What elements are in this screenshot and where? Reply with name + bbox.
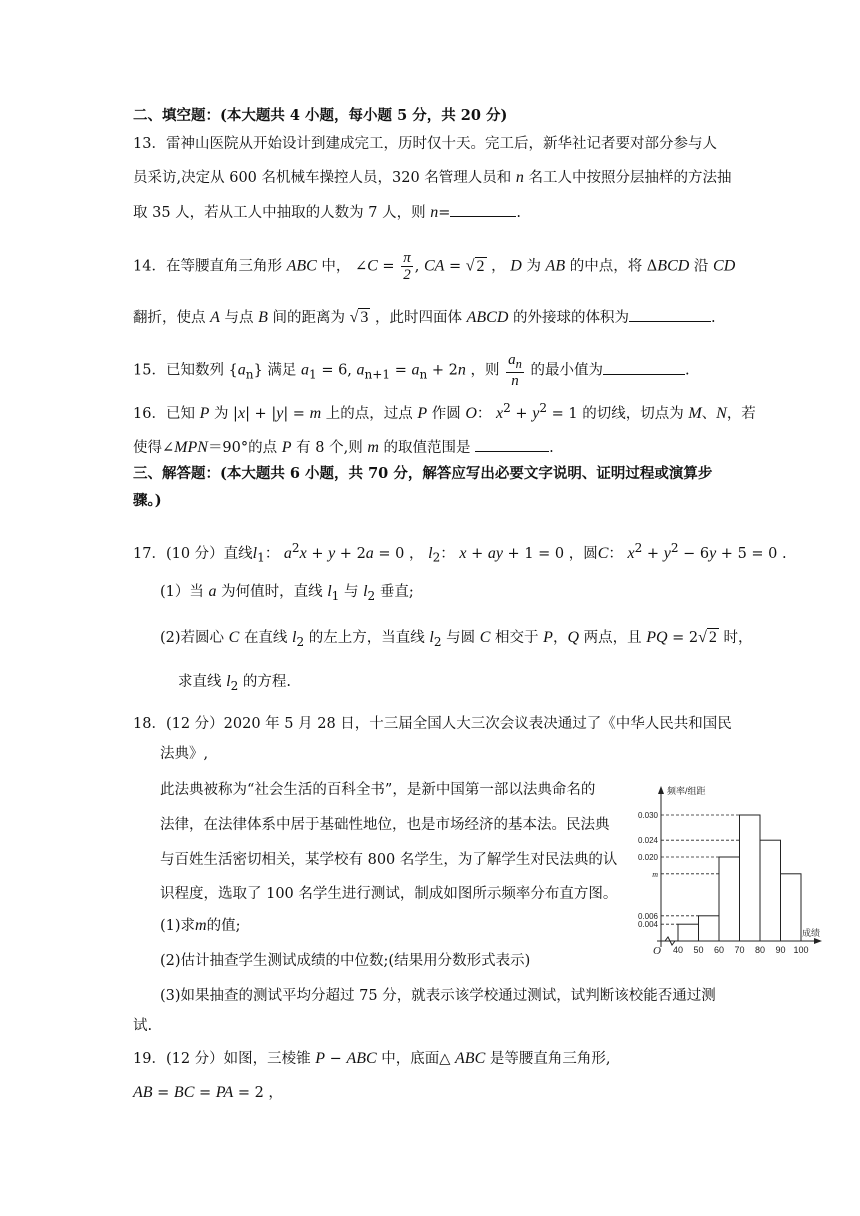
x-tick-label: 80: [754, 945, 766, 955]
x-tick-label: 60: [713, 945, 725, 955]
q13-line2: 员采访,决定从 600 名机械车操控人员，320 名管理人员和 n 名工人中按照分层抽样的方法抽: [133, 169, 732, 186]
y-tick-label: 0.024: [637, 836, 658, 846]
q17-part2: (2)若圆心 C 在直线 $l_2$ 的左上方，当直线 $l_2$ 与圆 C 相交于 P，Q 两点，且 PQ = 2√ 2 时，: [160, 629, 753, 649]
q17-part2-cont: 求直线 $l_2$ 的方程.: [178, 673, 291, 693]
q18-sub3: (3)如果抽查的测试平均分超过 75 分，就表示该学校通过测试，试判断该校能否通过测: [160, 988, 716, 1004]
x-tick-label: 90: [775, 945, 786, 955]
frequency-histogram: [624, 778, 824, 958]
q14-line2: 翻折，使点 A 与点 B 间的距离为 √ 3 ，此时四面体 ABCD 的外接球的体积为 .: [133, 309, 716, 326]
answer-blank[interactable]: [475, 437, 549, 452]
histogram-bar: [678, 924, 699, 941]
y-tick-label: 0.004: [637, 920, 658, 930]
q18-line4: 法律，在法律体系中居于基础性地位，也是市场经济的基本法。民法典: [160, 817, 610, 833]
q18-sub3-cont: 试.: [133, 1018, 153, 1034]
origin-label: O: [653, 945, 661, 957]
y-tick-label: 0.030: [637, 811, 658, 820]
answer-blank[interactable]: [450, 202, 516, 217]
y-axis-label: 频率/组距: [667, 786, 706, 796]
x-tick-label: 50: [693, 945, 704, 955]
x-tick-label: 70: [734, 945, 745, 955]
q18-line5: 与百姓生活密切相关，某学校有 800 名学生，为了解学生对民法典的认: [160, 852, 618, 868]
section-2-heading: 二、填空题：(本大题共 4 小题，每小题 5 分，共 20 分): [133, 107, 508, 124]
section-3-heading-line1: 三、解答题：(本大题共 6 小题，共 70 分，解答应写出必要文字说明、证明过程或演算步: [133, 465, 713, 482]
histogram-bar: [719, 857, 740, 941]
q18-line3: 此法典被称为“社会生活的百科全书”，是新中国第一部以法典命名的: [160, 782, 596, 798]
q17-part1: (1）当 a 为何值时，直线 $l_1$ 与 $l_2$ 垂直;: [160, 583, 414, 603]
q16-line2: 使得∠MPN＝90°的点 P 有 8 个,则 m 的取值范围是 .: [133, 439, 554, 456]
histogram-bar: [781, 874, 802, 941]
x-axis-arrow: [814, 938, 822, 944]
chart-bars: [678, 815, 801, 941]
q16-line1: 16．已知 P 为 |x| + |y| = m 上的点，过点 P 作圆 O： $x^2 + y^2 = 1$ 的切线，切点为 M、N，若: [133, 401, 756, 422]
section-3-heading-line2: 骤。): [133, 492, 162, 509]
q18-line2: 法典》,: [160, 746, 209, 762]
x-tick-label: 100: [793, 945, 809, 955]
q19-line1: 19．(12 分）如图，三棱锥 P − ABC 中，底面△ ABC 是等腰直角三角形,: [133, 1050, 611, 1067]
y-tick-label: 0.006: [637, 911, 658, 921]
q13-line1: 13．雷神山医院从开始设计到建成完工，历时仅十天。完工后，新华社记者要对部分参与人: [133, 136, 717, 152]
histogram-bar: [740, 815, 761, 941]
x-tick-label: 40: [672, 945, 684, 955]
q13-line3: 取 35 人，若从工人中抽取的人数为 7 人，则 n= .: [133, 204, 521, 221]
y-tick-label: 0.020: [637, 853, 658, 862]
answer-blank[interactable]: [629, 307, 711, 322]
y-tick-label: m: [652, 869, 658, 879]
q17-line1: 17．(10 分）直线$l_1$： $a^2x + y + 2a = 0$ ， $l_2$： x + ay + 1 = 0 ，圆C： $x^2 + y^2 - 6y + 5 = 0$ .: [133, 541, 787, 565]
x-axis-label: 成绩: [802, 928, 821, 938]
answer-blank[interactable]: [603, 360, 685, 375]
histogram-bar: [760, 840, 781, 941]
q18-sub1: (1)求m的值;: [160, 917, 241, 934]
q15-line: 15．已知数列 $\{a_n\}$ 满足 $a_1 = 6$, $a_{n+1} = a_n + 2n$ ，则 $\frac{a_n}{n}$ 的最小值为 .: [133, 352, 690, 389]
q19-line2: AB = BC = PA = 2 ，: [133, 1084, 283, 1101]
q14-line1: 14．在等腰直角三角形 ABC 中， ∠C = $\frac{\pi}{2}$ , CA = √ 2 ， D 为 AB 的中点，将 ΔBCD 沿 CD: [133, 250, 736, 283]
q18-line6: 识程度，选取了 100 名学生进行测试，制成如图所示频率分布直方图。: [160, 886, 618, 902]
histogram-bar: [699, 916, 720, 941]
q18-sub2: (2)估计抽查学生测试成绩的中位数;(结果用分数形式表示): [160, 953, 531, 969]
y-axis-arrow: [658, 786, 664, 794]
q18-line1: 18．(12 分）2020 年 5 月 28 日，十三届全国人大三次会议表决通过了《中华人民共和国民: [133, 716, 732, 732]
